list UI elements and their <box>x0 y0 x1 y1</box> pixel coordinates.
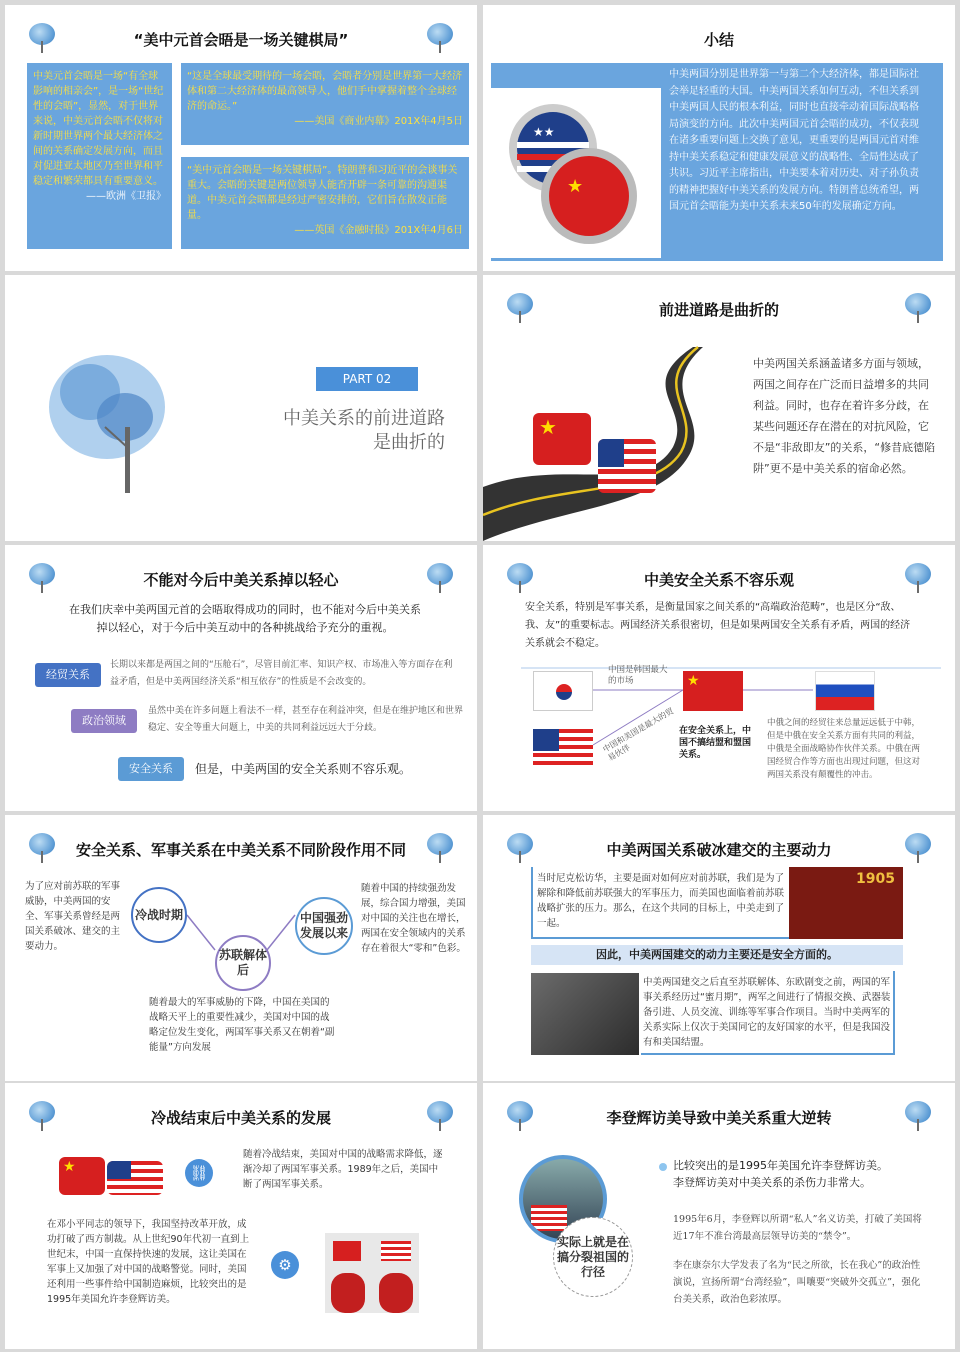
slide-title: 前进道路是曲折的 <box>658 301 779 319</box>
slide-security-relations <box>483 545 955 811</box>
china-rise-node: 中国强劲发展以来 <box>295 897 353 955</box>
slide-take-seriously <box>5 545 477 811</box>
slide-title: 冷战结束后中美关系的发展 <box>150 1109 331 1127</box>
svg-text:★: ★ <box>567 176 584 197</box>
slide-title: 中美两国关系破冰建交的主要动力 <box>606 841 832 859</box>
quote-text: “这是全球最受期待的一场会晤，会晤者分别是世界第一大经济体和第二大经济体的最高领导人，他们手中掌握着整个全球经济的命运。” <box>187 71 463 112</box>
us-flag <box>598 439 656 493</box>
nixon-text: 当时尼克松访华，主要是面对如何应对前苏联，我们是为了解除和降低前苏联强大的军事压力，而美国也面临着前苏联战略扩张的压力。那么，在这个共同的目标上，中美走到了一起。 <box>537 873 785 929</box>
trade-text: 长期以来都是两国之间的“压舱石”，尽管目前汇率、知识产权、市场准入等方面存在利益矛盾，但是中美两国经济关系“相互依存”的性质是不会改变的。 <box>110 660 453 687</box>
china-flag: ★ <box>683 671 743 711</box>
business-insider-quote-box <box>181 63 469 145</box>
us-flag <box>533 729 593 769</box>
puzzle-flags-image: ★ <box>59 1153 169 1199</box>
politics-label: 政治领域 <box>71 709 137 733</box>
china-flag: ★ <box>533 413 591 465</box>
poster-year: 1905 <box>856 871 895 887</box>
heading-line: 是曲折的 <box>373 432 445 453</box>
link-icon: ⛓ <box>185 1159 213 1187</box>
slide-title: 不能对今后中美关系掉以轻心 <box>143 571 339 589</box>
quote-source: ——欧洲《卫报》 <box>86 191 166 202</box>
us-note: 中国和美国是最大的贸易伙伴 <box>601 706 676 763</box>
gears-image <box>491 88 661 258</box>
visit-paragraph: 1995年6月，李登辉以所谓“私人”名义访美，打破了美国将近17年不准台湾最高层领导访美的“禁令”。 <box>673 1214 922 1242</box>
slide-title: 中美安全关系不容乐观 <box>643 571 794 589</box>
post-soviet-node: 苏联解体后 <box>215 935 271 991</box>
military-text: 中美两国建交之后直至苏联解体、东欧剧变之前，两国的军事关系经历过“蜜月期”，两军之间进行了情报交换、武器装备引进、人员交流、训练等军事合作项目。当时中美两军的关系实际上仅次于美国同它的友好国家的水平，但是我国没有和美国结盟。 <box>643 977 891 1048</box>
intro-text: 在我们庆幸中美两国元首的会晤取得成功的同时，也不能对今后中美关系掉以轻心，对于今后中美互动中的各种挑战给予充分的重视。 <box>69 603 421 634</box>
lead-text <box>673 1157 935 1191</box>
russia-note: 中俄之间的经贸往来总量远远低于中韩，但是中俄在安全关系方面有共同的利益，中俄是全面战略协作伙伴关系。中俄在两国经贸合作等方面也出现过问题，但这对两国关系没有颠覆性的冲击。 <box>767 718 921 780</box>
reform-text: 在邓小平同志的领导下，我国坚持改革开放，成功打破了西方制裁。从上世纪90年代初一直到上世纪末，中国一直保持快速的发展，这让美国在军事上又加强了对中国的战略警觉。同时，美国还利用一些事件给中国制造麻烦，比较突出的是1995年美国允许李登辉访美。 <box>47 1219 250 1305</box>
cold-war-end-text: 随着冷战结束，美国对中国的战略需求降低，逐渐冷却了两国军事关系。1989年之后，美国中断了两国军事关系。 <box>243 1149 443 1190</box>
watercolor-tree-image <box>45 337 175 497</box>
korea-note: 中国是韩国最大的市场 <box>608 665 668 686</box>
slide-driving-force <box>483 815 955 1081</box>
cold-war-text: 为了应对前苏联的军事威胁，中美两国的安全、军事关系曾经是两国关系破冰、建交的主要动力。 <box>25 881 121 952</box>
boxing-gloves-image <box>325 1233 419 1313</box>
slide-phases <box>5 815 477 1081</box>
slide-title: 小结 <box>703 31 734 49</box>
road-text: 中美两国关系涵盖诸多方面与领域，两国之间存在广泛而日益增多的共同利益。同时，也存在着许多分歧，在某些问题还存在潜在的对抗风险，它不是“非敌即友”的关系，“修昔底德陷阱”更不是中美关系的宿命必然。 <box>753 357 936 475</box>
historic-photo <box>531 973 639 1055</box>
post-soviet-text: 随着最大的军事威胁的下降，中国在美国的战略天平上的重要性减少，美国对中国的战略定位发生变化，两国军事关系又在朝着“副能量”方向发展 <box>149 997 335 1053</box>
separatism-circle: 实际上就是在搞分裂祖国的行径 <box>553 1217 633 1297</box>
summary-text: 中美两国分别是世界第一与第二个大经济体，都是国际社会举足轻重的大国。中美两国关系如何互动，不但关系到中美两国人民的根本利益，同时也直接牵动着国际战略格局演变的方向。此次中美两国元首会晤的成功，不仅表现在诸多重要问题上交换了意见，更重要的是两国元首对维持中美关系稳定和健康发展意义的战略性、全局性达成了共识。习近平主席指出，中美要本着对历史、对子孙负责的精神把握好中美关系的发展方向。特朗普总统希望，两国元首会晤能为美中关系未来50年的发展确定方向。 <box>669 69 919 212</box>
road-image <box>483 337 745 541</box>
slide-title: “美中元首会晤是一场关键棋局” <box>133 31 349 49</box>
russia-flag <box>815 671 875 711</box>
guardian-quote-box <box>27 63 172 249</box>
slide-part02 <box>5 275 477 541</box>
trade-label: 经贸关系 <box>35 663 101 687</box>
korea-flag <box>533 671 593 711</box>
security-text: 但是，中美两国的安全关系则不容乐观。 <box>195 762 412 776</box>
part-label: PART 02 <box>316 367 418 391</box>
security-label: 安全关系 <box>118 757 184 781</box>
slide-title: 安全关系、军事关系在中美关系不同阶段作用不同 <box>75 841 406 859</box>
quote-text: “美中元首会晤是一场关键棋局”。特朗普和习近平的会谈事关重大。会晤的关键是两位领导人能否开辟一条可靠的沟通渠道。中美元首会晤都是经过严密安排的，它们旨在散发正能量。 <box>187 165 458 221</box>
cold-war-node: 冷战时期 <box>131 887 187 943</box>
quote-text: 中美元首会晤是一场“有全球影响的相亲会”，是一场“世纪性的会晤”，显然，对于世界来说，中美元首会晤不仅将对新时期世界两个最大经济体之间的关系确定发展方向，而且对促进亚太地区乃至世界和平稳定和繁荣都具有重要意义。 <box>33 71 164 187</box>
china-rise-text: 随着中国的持续强劲发展，综合国力增强，美国对中国的关注也在增长，两国在安全领域内的关系存在着很大“零和”色彩。 <box>361 883 466 954</box>
quote-source: ——美国《商业内幕》201X年4月5日 <box>294 116 463 127</box>
lead-line: 李登辉访美对中美关系的杀伤力非常大。 <box>673 1176 871 1189</box>
part-heading <box>225 407 445 455</box>
conclusion-banner: 因此，中美两国建交的动力主要还是安全方面的。 <box>531 945 903 965</box>
politics-text: 虽然中美在许多问题上看法不一样，甚至存在利益冲突，但是在维护地区和世界稳定、安全等重大问题上，中美的共同利益远远大于分歧。 <box>148 706 464 733</box>
alliance-note: 在安全关系上，中国不搞结盟和盟国关系。 <box>679 726 752 760</box>
speech-paragraph: 李在康奈尔大学发表了名为“民之所欲，长在我心”的政治性演说，宣扬所谓“台湾经验”，叫嚷要“突破外交孤立”，强化台美关系，政治色彩浓厚。 <box>673 1260 921 1305</box>
soviet-poster-image <box>789 867 903 939</box>
slide-winding-road <box>483 275 955 541</box>
slide-post-cold-war <box>5 1083 477 1349</box>
svg-text:★★: ★★ <box>533 125 555 139</box>
intro-text: 安全关系，特别是军事关系，是衡量国家之间关系的“高端政治范畴”，也是区分“敌、我、友”的重要标志。两国经济关系很密切，但是如果两国安全关系有矛盾，两国的经济关系就会不稳定。 <box>525 602 911 649</box>
heading-line: 中美关系的前进道路 <box>283 408 445 429</box>
slide-title: 李登辉访美导致中美关系重大逆转 <box>606 1109 832 1127</box>
gear-icon: ⚙ <box>271 1251 299 1279</box>
slide-lee-visit <box>483 1083 955 1349</box>
ft-quote-box <box>181 157 469 249</box>
lead-line: 比较突出的是1995年美国允许李登辉访美。 <box>673 1159 888 1172</box>
slide-summit-chess <box>5 5 477 271</box>
quote-source: ——英国《金融时报》201X年4月6日 <box>294 225 463 236</box>
slide-summary <box>483 5 955 271</box>
bullet-dot <box>659 1163 667 1171</box>
